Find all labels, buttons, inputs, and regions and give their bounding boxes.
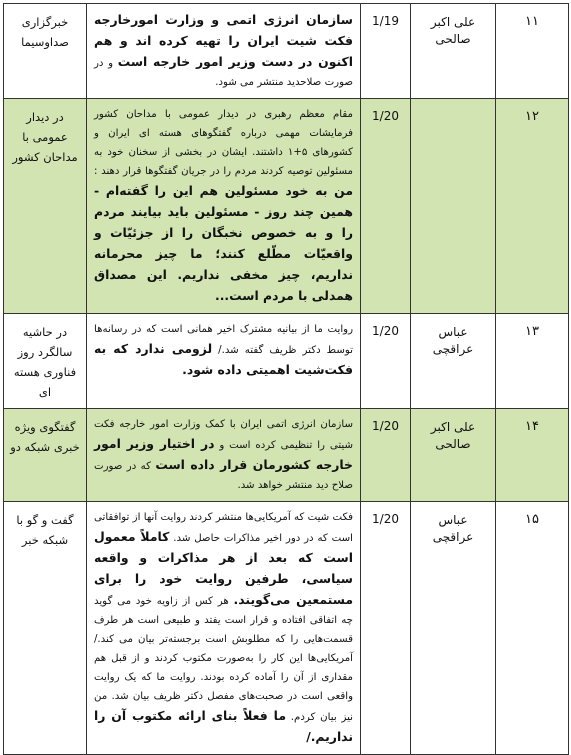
statement-plain: سازمان انرژی اتمی ایران با کمک وزارت امور خارجه فکت شیتی را تنظیمی کرده است و [94,419,353,451]
table-row [4,4,569,99]
statement-emphasis: ما فعلاً بنای ارائه مکتوب آن را نداریم./ [94,708,353,744]
statement-source: خبرگزاری صداوسیما [4,4,87,99]
speaker-name: عباس عراقچی [411,502,496,755]
statement-text [87,409,361,502]
statement-text [87,99,361,314]
table-row [4,502,569,755]
statement-date: 1/20 [361,502,411,755]
statement-date: 1/20 [361,99,411,314]
statement-source: گفت و گو با شبکه خبر [4,502,87,755]
statement-source: در دیدار عمومی با مداحان کشور [4,99,87,314]
statement-date: 1/20 [361,409,411,502]
row-number: ۱۱ [496,4,569,99]
statements-table [3,3,569,755]
statement-text [87,502,361,755]
statement-plain: روایت ما از بیانیه مشترک اخیر همانی است که در رسانه‌ها توسط دکتر ظریف گفته شد./ [94,324,353,356]
row-number: ۱۵ [496,502,569,755]
statement-plain: هر کس از زاویه خود می گوید چه اتفاقی افتاده و قرار است یفتد و طبیعی است هر طرف قسمت‌هایی را که مطلوبش است برجسته‌تر بیان می کند./ آمریکایی‌ها این کار را به‌صورت مکتوب کردند و از قبل هم مقداری از آن را آماده کرده بودند. روایت ما که یک روایت واقعی است در صحبت‌های مفصل دکتر ظریف بیان شد. من نیز بیان کردم. [94,596,353,723]
statement-text [87,4,361,99]
statement-plain: فکت شیت که آمریکایی‌ها منتشر کردند روایت آنها از توافقاتی است که در دور اخیر مذاکرات حاصل شد. [94,512,353,544]
speaker-name: علی اکبر صالحی [411,409,496,502]
statement-date: 1/20 [361,314,411,409]
statement-plain: و در صورت صلاحدید منتشر می شود. [94,58,353,88]
statement-emphasis: سازمان انرژی اتمی و وزارت امورخارجه فکت شیت ایران را تهیه کرده اند و هم اکنون در دست وزیر امور خارجه است [94,12,353,69]
row-number: ۱۴ [496,409,569,502]
table-row [4,314,569,409]
statement-emphasis: من به خود مسئولین هم این را گفته‌ام - همین چند روز - مسئولین باید بیایند مردم را و به خصوص نخبگان را از جزئیّات و واقعیّات مطّلع کنند؛ ما چیز محرمانه نداریم، چیز مخفی نداریم. این مصداق همدلی با مردم است... [94,183,353,303]
statement-emphasis: کاملاً معمول است که بعد از هر مذاکرات و واقعه سیاسی، طرفین روایت خود را برای مستمعین می‌گویند. [94,529,353,607]
statement-emphasis: در اختیار وزیر امور خارجه کشورمان قرار داده است [94,436,353,472]
statement-text [87,314,361,409]
speaker-name: علی اکبر صالحی [411,4,496,99]
table-row [4,409,569,502]
speaker-name: عباس عراقچی [411,314,496,409]
statement-plain: که در صورت صلاح دید منتشر خواهد شد. [94,461,353,491]
statement-plain: مقام معظم رهبری در دیدار عمومی با مداحان کشور فرمایشات مهمی درباره گفتگوهای هسته ای ایران و کشورهای ۵+۱ داشتند. ایشان در بخشی از سخنان خود به مسئولین توصیه کردند مردم را در جریان گفتگوها قرار دهند : [94,109,353,177]
statement-source: گفتگوی ویژه خبری شبکه دو [4,409,87,502]
speaker-name [411,99,496,314]
statement-emphasis: لزومی ندارد که به فکت‌شیت اهمیتی داده شود. [94,341,353,377]
row-number: ۱۳ [496,314,569,409]
row-number: ۱۲ [496,99,569,314]
statement-date: 1/19 [361,4,411,99]
statement-source: در حاشیه سالگرد روز فناوری هسته ای [4,314,87,409]
table-row [4,99,569,314]
